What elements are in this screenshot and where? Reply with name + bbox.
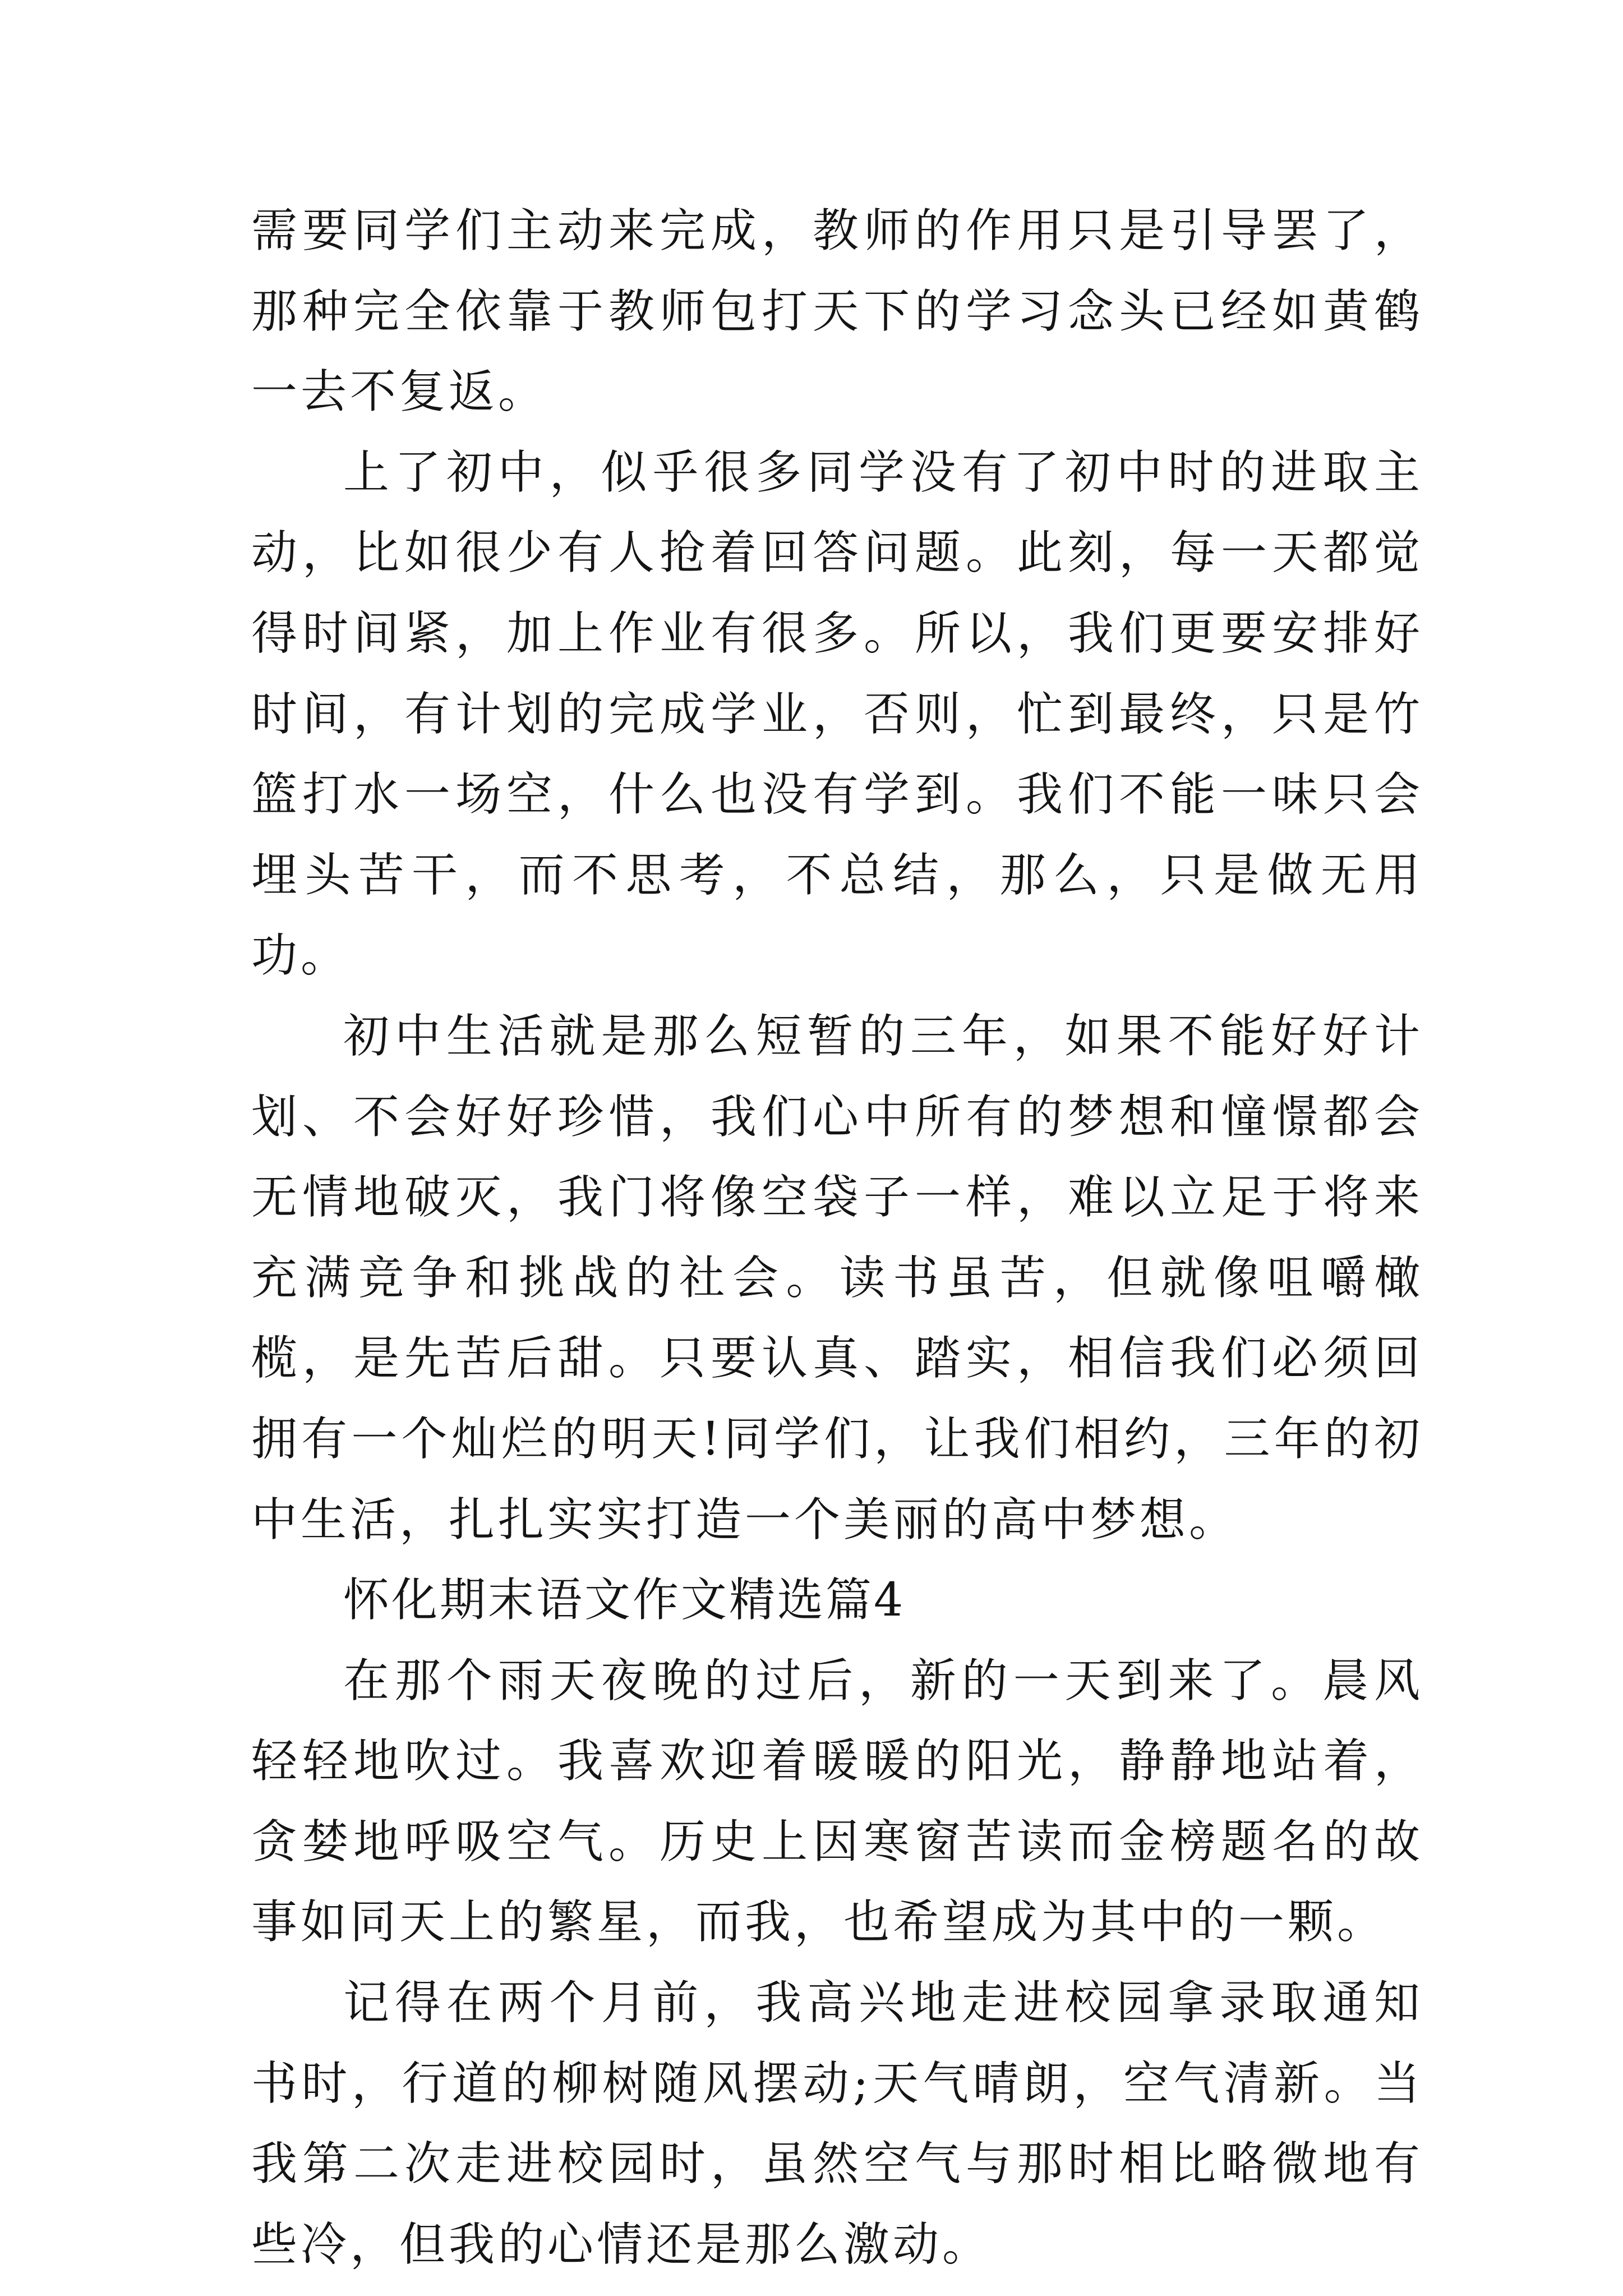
paragraph-junior-high-study: 上了初中，似乎很多同学没有了初中时的进取主动，比如很少有人抢着回答问题。此刻，每一天都觉得时间紧，加上作业有很多。所以，我们更要安排好时间，有计划的完成学业，否则，忙到最终，只是竹篮打水一场空，什么也没有学到。我们不能一味只会埋头苦干，而不思考，不总结，那么，只是做无用功。	[251, 445, 1423, 983]
document-body	[251, 191, 1423, 2285]
paragraph-two-months-ago: 记得在两个月前，我高兴地走进校园拿录取通知书时，行道的柳树随风摆动;天气晴朗，空气清新。当我第二次走进校园时，虽然空气与那时相比略微地有些冷，但我的心情还是那么激动。	[251, 1976, 1423, 2271]
paragraph-junior-high-life: 初中生活就是那么短暂的三年，如果不能好好计划、不会好好珍惜，我们心中所有的梦想和憧憬都会无情地破灭，我门将像空袋子一样，难以立足于将来充满竞争和挑战的社会。读书虽苦，但就像咀嚼橄榄，是先苦后甜。只要认真、踏实，相信我们必须回拥有一个灿烂的明天!同学们，让我们相约，三年的初中生活，扎扎实实打造一个美丽的高中梦想。	[251, 1009, 1423, 1547]
paragraph-rainy-night: 在那个雨天夜晚的过后，新的一天到来了。晨风轻轻地吹过。我喜欢迎着暖暖的阳光，静静地站着，贪婪地呼吸空气。历史上因寒窗苦读而金榜题名的故事如同天上的繁星，而我，也希望成为其中的一颗。	[251, 1654, 1423, 1949]
paragraph-continuation: 需要同学们主动来完成，教师的作用只是引导罢了，那种完全依靠于教师包打天下的学习念头已经如黄鹤一去不复返。	[251, 204, 1423, 419]
section-heading: 怀化期末语文作文精选篇4	[343, 1573, 906, 1627]
